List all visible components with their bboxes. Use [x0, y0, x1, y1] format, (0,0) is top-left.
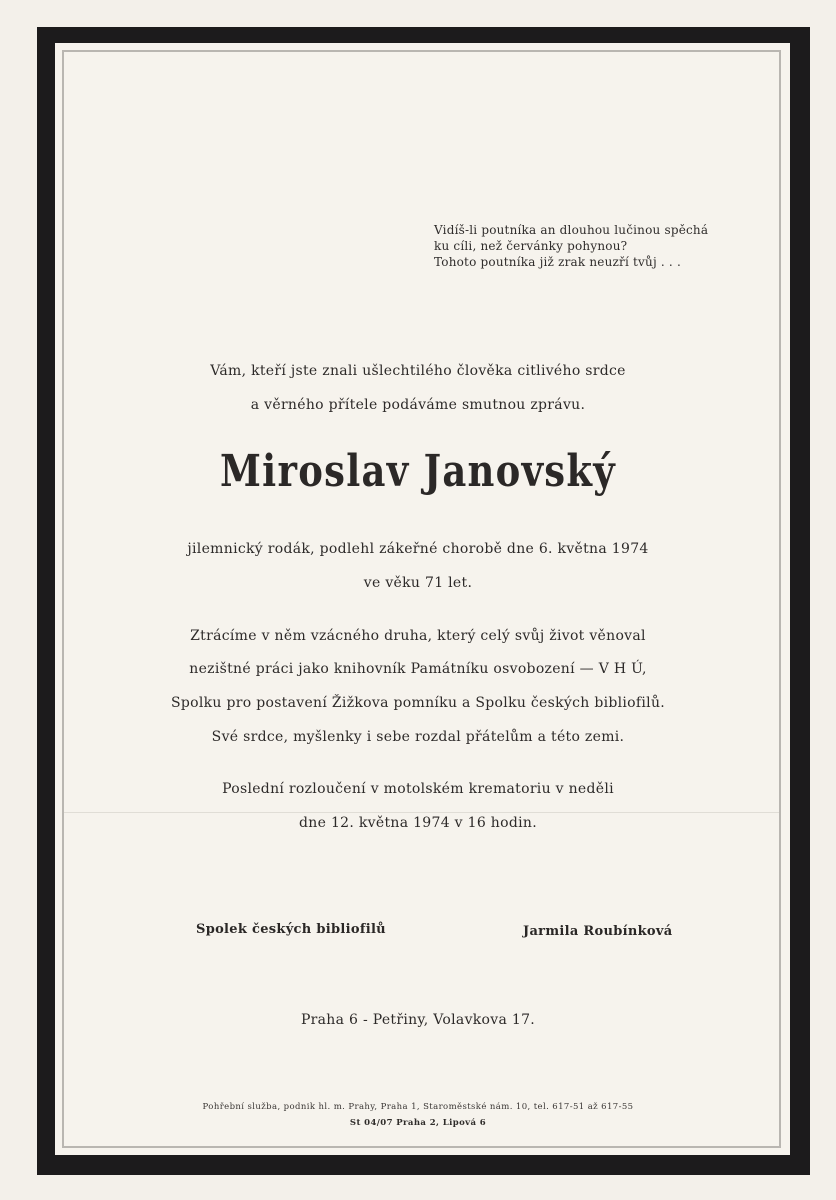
signature-left: Spolek českých bibliofilů — [196, 922, 386, 937]
signature-right: Jarmila Roubínková — [523, 924, 673, 939]
farewell-line-2: dne 12. května 1974 v 16 hodin. — [299, 815, 537, 831]
intro-line-2: a věrného přítele podáváme smutnou zprávu. — [250, 397, 586, 413]
deceased-name: Miroslav Janovský — [220, 446, 616, 497]
tribute-line-1: Ztrácíme v něm vzácného druha, který celý svůj život věnoval — [190, 628, 646, 644]
poem-line-2: ku cíli, než červánky pohynou? — [434, 239, 628, 253]
fold-crease — [64, 812, 779, 813]
poem-line-1: Vidíš-li poutníka an dlouhou lučinou spěchá — [434, 223, 709, 237]
address: Praha 6 - Petřiny, Volavkova 17. — [300, 1012, 536, 1028]
inner-rule — [62, 50, 781, 1148]
tribute-line-3: Spolku pro postavení Žižkova pomníku a Spolku českých bibliofilů. — [170, 695, 666, 711]
footer-line-1: Pohřební služba, podnik hl. m. Prahy, Praha 1, Staroměstské nám. 10, tel. 617-51 až 617-55 — [202, 1102, 634, 1112]
tribute-line-2: nezištné práci jako knihovník Památníku osvobození — V H Ú, — [189, 661, 647, 677]
farewell-line-1: Poslední rozloučení v motolském krematoriu v neděli — [222, 781, 614, 797]
tribute-line-4: Své srdce, myšlenky i sebe rozdal přátelům a této zemi. — [211, 729, 625, 745]
footer-line-2: St 04/07 Praha 2, Lipová 6 — [349, 1118, 487, 1128]
intro-line-1: Vám, kteří jste znali ušlechtilého člověka citlivého srdce — [210, 363, 626, 379]
poem-line-3: Tohoto poutníka již zrak neuzří tvůj . . . — [434, 255, 681, 269]
death-notice-line-1: jilemnický rodák, podlehl zákeřné chorobě dne 6. května 1974 — [187, 541, 649, 557]
death-notice-line-2: ve věku 71 let. — [363, 575, 473, 591]
